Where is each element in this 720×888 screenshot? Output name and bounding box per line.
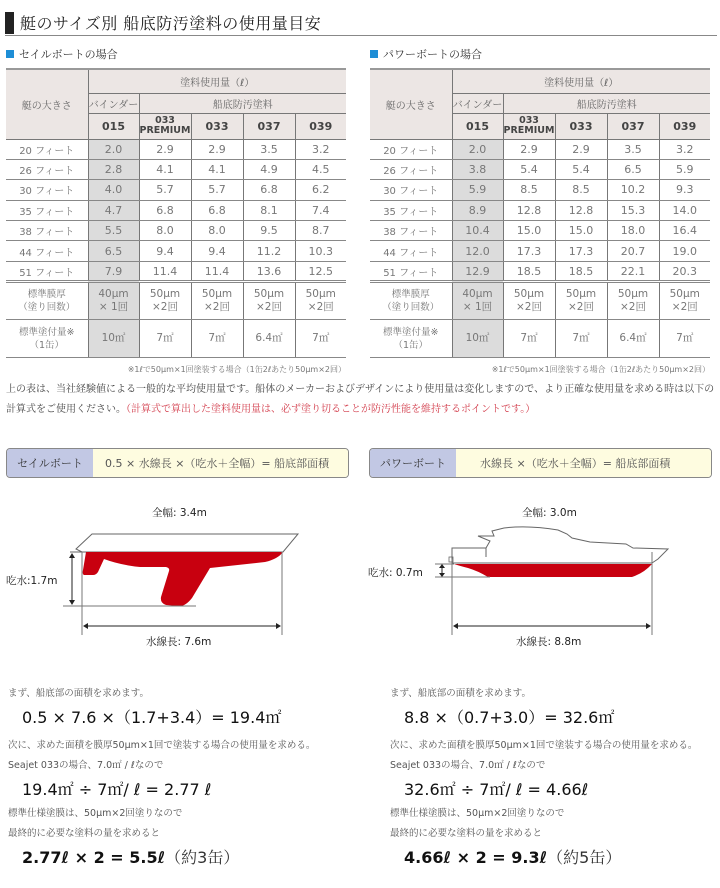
powerboat-calculation — [390, 684, 720, 872]
formula-expression: 水線長 ×（吃水＋全幅）= 船底部面積 — [456, 449, 711, 477]
table-row: 30 フィート 5.9 8.5 8.5 10.2 9.3 — [370, 180, 710, 200]
waterline-label: 水線長: 7.6m — [146, 636, 212, 648]
calc-step: 最終的に必要な塗料の量を求めると — [8, 828, 161, 839]
header-code-033: 033 — [555, 113, 607, 139]
header-code-033: 033 — [191, 113, 243, 139]
draft-label: 吃水: 0.7m — [368, 567, 423, 579]
header-code-015: 015 — [88, 113, 139, 139]
sailboat-usage-table — [6, 68, 346, 358]
film-thickness-row: 標準膜厚 （塗り回数） 40μm × 1回 50μm ×2回 50μm ×2回 50μm ×2回 50μm ×2回 — [370, 282, 710, 320]
calc-step: 標準仕様塗膜は、50μm×2回塗りなので — [8, 808, 183, 819]
beam-label: 全幅: 3.4m — [152, 507, 207, 519]
sailboat-calculation — [8, 684, 358, 872]
table-row: 38 フィート 10.4 15.0 15.0 18.0 16.4 — [370, 221, 710, 241]
beam-label: 全幅: 3.0m — [522, 507, 577, 519]
table-footnote: ※1ℓで50μm×1回塗装する場合（1缶2ℓあたり50μm×2回） — [127, 365, 346, 375]
formula-expression: 0.5 × 水線長 ×（吃水＋全幅）= 船底部面積 — [93, 449, 348, 477]
table-row: 51 フィート 12.9 18.5 18.5 22.1 20.3 — [370, 261, 710, 281]
table-row: 20 フィート 2.0 2.9 2.9 3.5 3.2 — [6, 139, 346, 159]
square-bullet-icon — [6, 50, 14, 58]
square-bullet-icon — [370, 50, 378, 58]
header-paint-usage: 塗料使用量（ℓ） — [88, 69, 346, 93]
header-binder: バインダー — [452, 93, 503, 113]
page-title-text: 艇のサイズ別 船底防汚塗料の使用量目安 — [20, 14, 322, 33]
calc-step: Seajet 033の場合、7.0㎡ / ℓなので — [8, 760, 164, 771]
powerboat-formula-box — [369, 448, 712, 478]
formula-label: セイルボート — [7, 449, 93, 477]
header-code-033-premium: 033 PREMIUM — [503, 113, 555, 139]
calc-equation: 19.4㎡ ÷ 7㎡/ ℓ = 2.77 ℓ — [22, 780, 212, 799]
header-code-037: 037 — [607, 113, 659, 139]
table-row: 26 フィート 3.8 5.4 5.4 6.5 5.9 — [370, 159, 710, 179]
table-row: 38 フィート 5.5 8.0 8.0 9.5 8.7 — [6, 221, 346, 241]
film-thickness-row: 標準膜厚 （塗り回数） 40μm × 1回 50μm ×2回 50μm ×2回 50μm ×2回 50μm ×2回 — [6, 282, 346, 320]
header-code-037: 037 — [243, 113, 295, 139]
table-row: 26 フィート 2.8 4.1 4.1 4.9 4.5 — [6, 159, 346, 179]
draft-label: 吃水:1.7m — [6, 575, 58, 587]
header-antifouling: 船底防汚塗料 — [139, 93, 346, 113]
sailboat-diagram — [0, 495, 360, 655]
sailboat-heading: セイルボートの場合 — [6, 44, 356, 64]
table-row: 51 フィート 7.9 11.4 11.4 13.6 12.5 — [6, 261, 346, 281]
coverage-row: 標準塗付量※ （1缶） 10㎡ 7㎡ 7㎡ 6.4㎡ 7㎡ — [6, 320, 346, 358]
header-code-015: 015 — [452, 113, 503, 139]
coverage-row: 標準塗付量※ （1缶） 10㎡ 7㎡ 7㎡ 6.4㎡ 7㎡ — [370, 320, 710, 358]
header-code-033-premium: 033 PREMIUM — [139, 113, 191, 139]
header-boat-size: 艇の大きさ — [370, 69, 452, 139]
header-antifouling: 船底防汚塗料 — [503, 93, 710, 113]
table-row: 44 フィート 6.5 9.4 9.4 11.2 10.3 — [6, 241, 346, 261]
intro-paragraph: 上の表は、当社経験値による一般的な平均使用量です。船体のメーカーおよびデザインにより使用量は変化しますので、より正確な使用量を求める時は以下の計算式をご使用ください。（計算式で算出した塗料使用量は、必ず塗り切ることが防汚性能を維持するポイントです。） — [6, 384, 715, 415]
waterline-label: 水線長: 8.8m — [516, 636, 582, 648]
header-code-039: 039 — [659, 113, 710, 139]
calc-step: 次に、求めた面積を膜厚50μm×1回で塗装する場合の使用量を求める。 — [8, 740, 316, 751]
header-paint-usage: 塗料使用量（ℓ） — [452, 69, 710, 93]
calc-step: Seajet 033の場合、7.0㎡ / ℓなので — [390, 760, 546, 771]
table-row: 35 フィート 8.9 12.8 12.8 15.3 14.0 — [370, 200, 710, 220]
calc-step: 最終的に必要な塗料の量を求めると — [390, 828, 543, 839]
table-row: 44 フィート 12.0 17.3 17.3 20.7 19.0 — [370, 241, 710, 261]
sailboat-section — [6, 44, 356, 375]
header-binder: バインダー — [88, 93, 139, 113]
header-code-039: 039 — [295, 113, 346, 139]
powerboat-heading: パワーボートの場合 — [370, 44, 720, 64]
calc-step: 標準仕様塗膜は、50μm×2回塗りなので — [390, 808, 565, 819]
table-row: 35 フィート 4.7 6.8 6.8 8.1 7.4 — [6, 200, 346, 220]
formula-label: パワーボート — [370, 449, 456, 477]
calc-equation: 0.5 × 7.6 ×（1.7+3.4）= 19.4㎡ — [22, 708, 282, 727]
powerboat-diagram — [360, 495, 720, 655]
calc-equation: 8.8 ×（0.7+3.0）= 32.6㎡ — [404, 708, 615, 727]
table-footnote: ※1ℓで50μm×1回塗装する場合（1缶2ℓあたり50μm×2回） — [491, 365, 710, 375]
calc-result: 2.77ℓ × 2 = 5.5ℓ（約3缶） — [22, 848, 240, 867]
powerboat-usage-table — [370, 68, 710, 358]
calc-step: まず、船底部の面積を求めます。 — [8, 688, 149, 699]
intro-highlight: （計算式で算出した塗料使用量は、必ず塗り切ることが防汚性能を維持するポイントです。） — [126, 404, 536, 415]
calc-step: 次に、求めた面積を膜厚50μm×1回で塗装する場合の使用量を求める。 — [390, 740, 698, 751]
calc-step: まず、船底部の面積を求めます。 — [390, 688, 531, 699]
calc-equation: 32.6㎡ ÷ 7㎡/ ℓ = 4.66ℓ — [404, 780, 589, 799]
calc-result: 4.66ℓ × 2 = 9.3ℓ（約5缶） — [404, 848, 622, 867]
powerboat-section — [370, 44, 720, 375]
table-row: 30 フィート 4.0 5.7 5.7 6.8 6.2 — [6, 180, 346, 200]
page-title — [5, 10, 717, 36]
table-row: 20 フィート 2.0 2.9 2.9 3.5 3.2 — [370, 139, 710, 159]
sailboat-formula-box — [6, 448, 349, 478]
header-boat-size: 艇の大きさ — [6, 69, 88, 139]
title-bar-marker — [5, 12, 14, 34]
